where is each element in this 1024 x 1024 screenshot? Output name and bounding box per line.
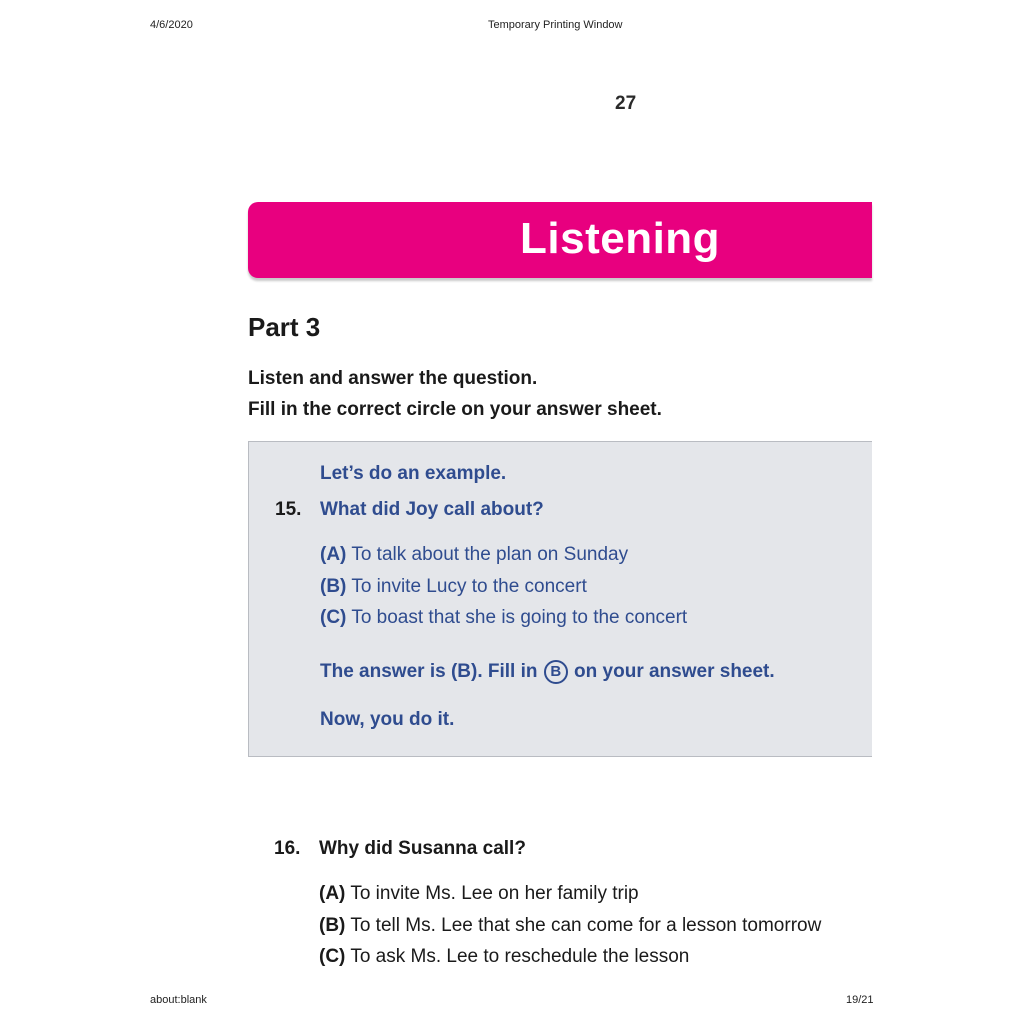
example-option-a [320, 544, 628, 566]
listening-banner [248, 202, 872, 278]
instruction-line: Fill in the correct circle on your answer sheet. [248, 399, 662, 420]
option-text: To tell Ms. Lee that she can come for a lesson tomorrow [350, 915, 822, 936]
example-question: What did Joy call about? [320, 499, 544, 520]
option-text: To ask Ms. Lee to reschedule the lesson [350, 946, 690, 967]
example-intro: Let’s do an example. [320, 463, 507, 484]
option-letter: (B) [319, 915, 346, 936]
print-date: 4/6/2020 [150, 19, 193, 31]
option-letter: (A) [320, 544, 347, 565]
option-text: To talk about the plan on Sunday [351, 544, 629, 565]
question-16-text: Why did Susanna call? [319, 838, 526, 859]
option-text: To boast that she is going to the concert [351, 607, 688, 628]
print-window-title: Temporary Printing Window [488, 19, 623, 31]
example-answer [320, 660, 775, 684]
print-page-count: 19/21 [846, 994, 874, 1006]
question-16-option-c [319, 946, 689, 968]
option-letter: (C) [320, 607, 347, 628]
example-option-b [320, 576, 587, 598]
circled-b-icon: B [544, 660, 568, 684]
part-title: Part 3 [248, 312, 321, 342]
option-letter: (A) [319, 883, 346, 904]
banner-title: Listening [520, 214, 721, 263]
question-number: 15. [275, 499, 302, 520]
option-letter: (C) [319, 946, 346, 967]
option-letter: (B) [320, 576, 347, 597]
page-number: 27 [615, 93, 637, 114]
example-closing: Now, you do it. [320, 709, 455, 730]
example-box [248, 441, 872, 757]
question-16-option-a [319, 883, 639, 905]
answer-prefix: The answer is (B). Fill in [320, 661, 538, 682]
question-16-option-b [319, 915, 821, 937]
print-url: about:blank [150, 994, 207, 1006]
question-number: 16. [274, 838, 301, 859]
option-text: To invite Lucy to the concert [351, 576, 587, 597]
option-text: To invite Ms. Lee on her family trip [350, 883, 639, 904]
example-option-c [320, 607, 687, 629]
instruction-line: Listen and answer the question. [248, 368, 538, 389]
answer-suffix: on your answer sheet. [574, 661, 775, 682]
